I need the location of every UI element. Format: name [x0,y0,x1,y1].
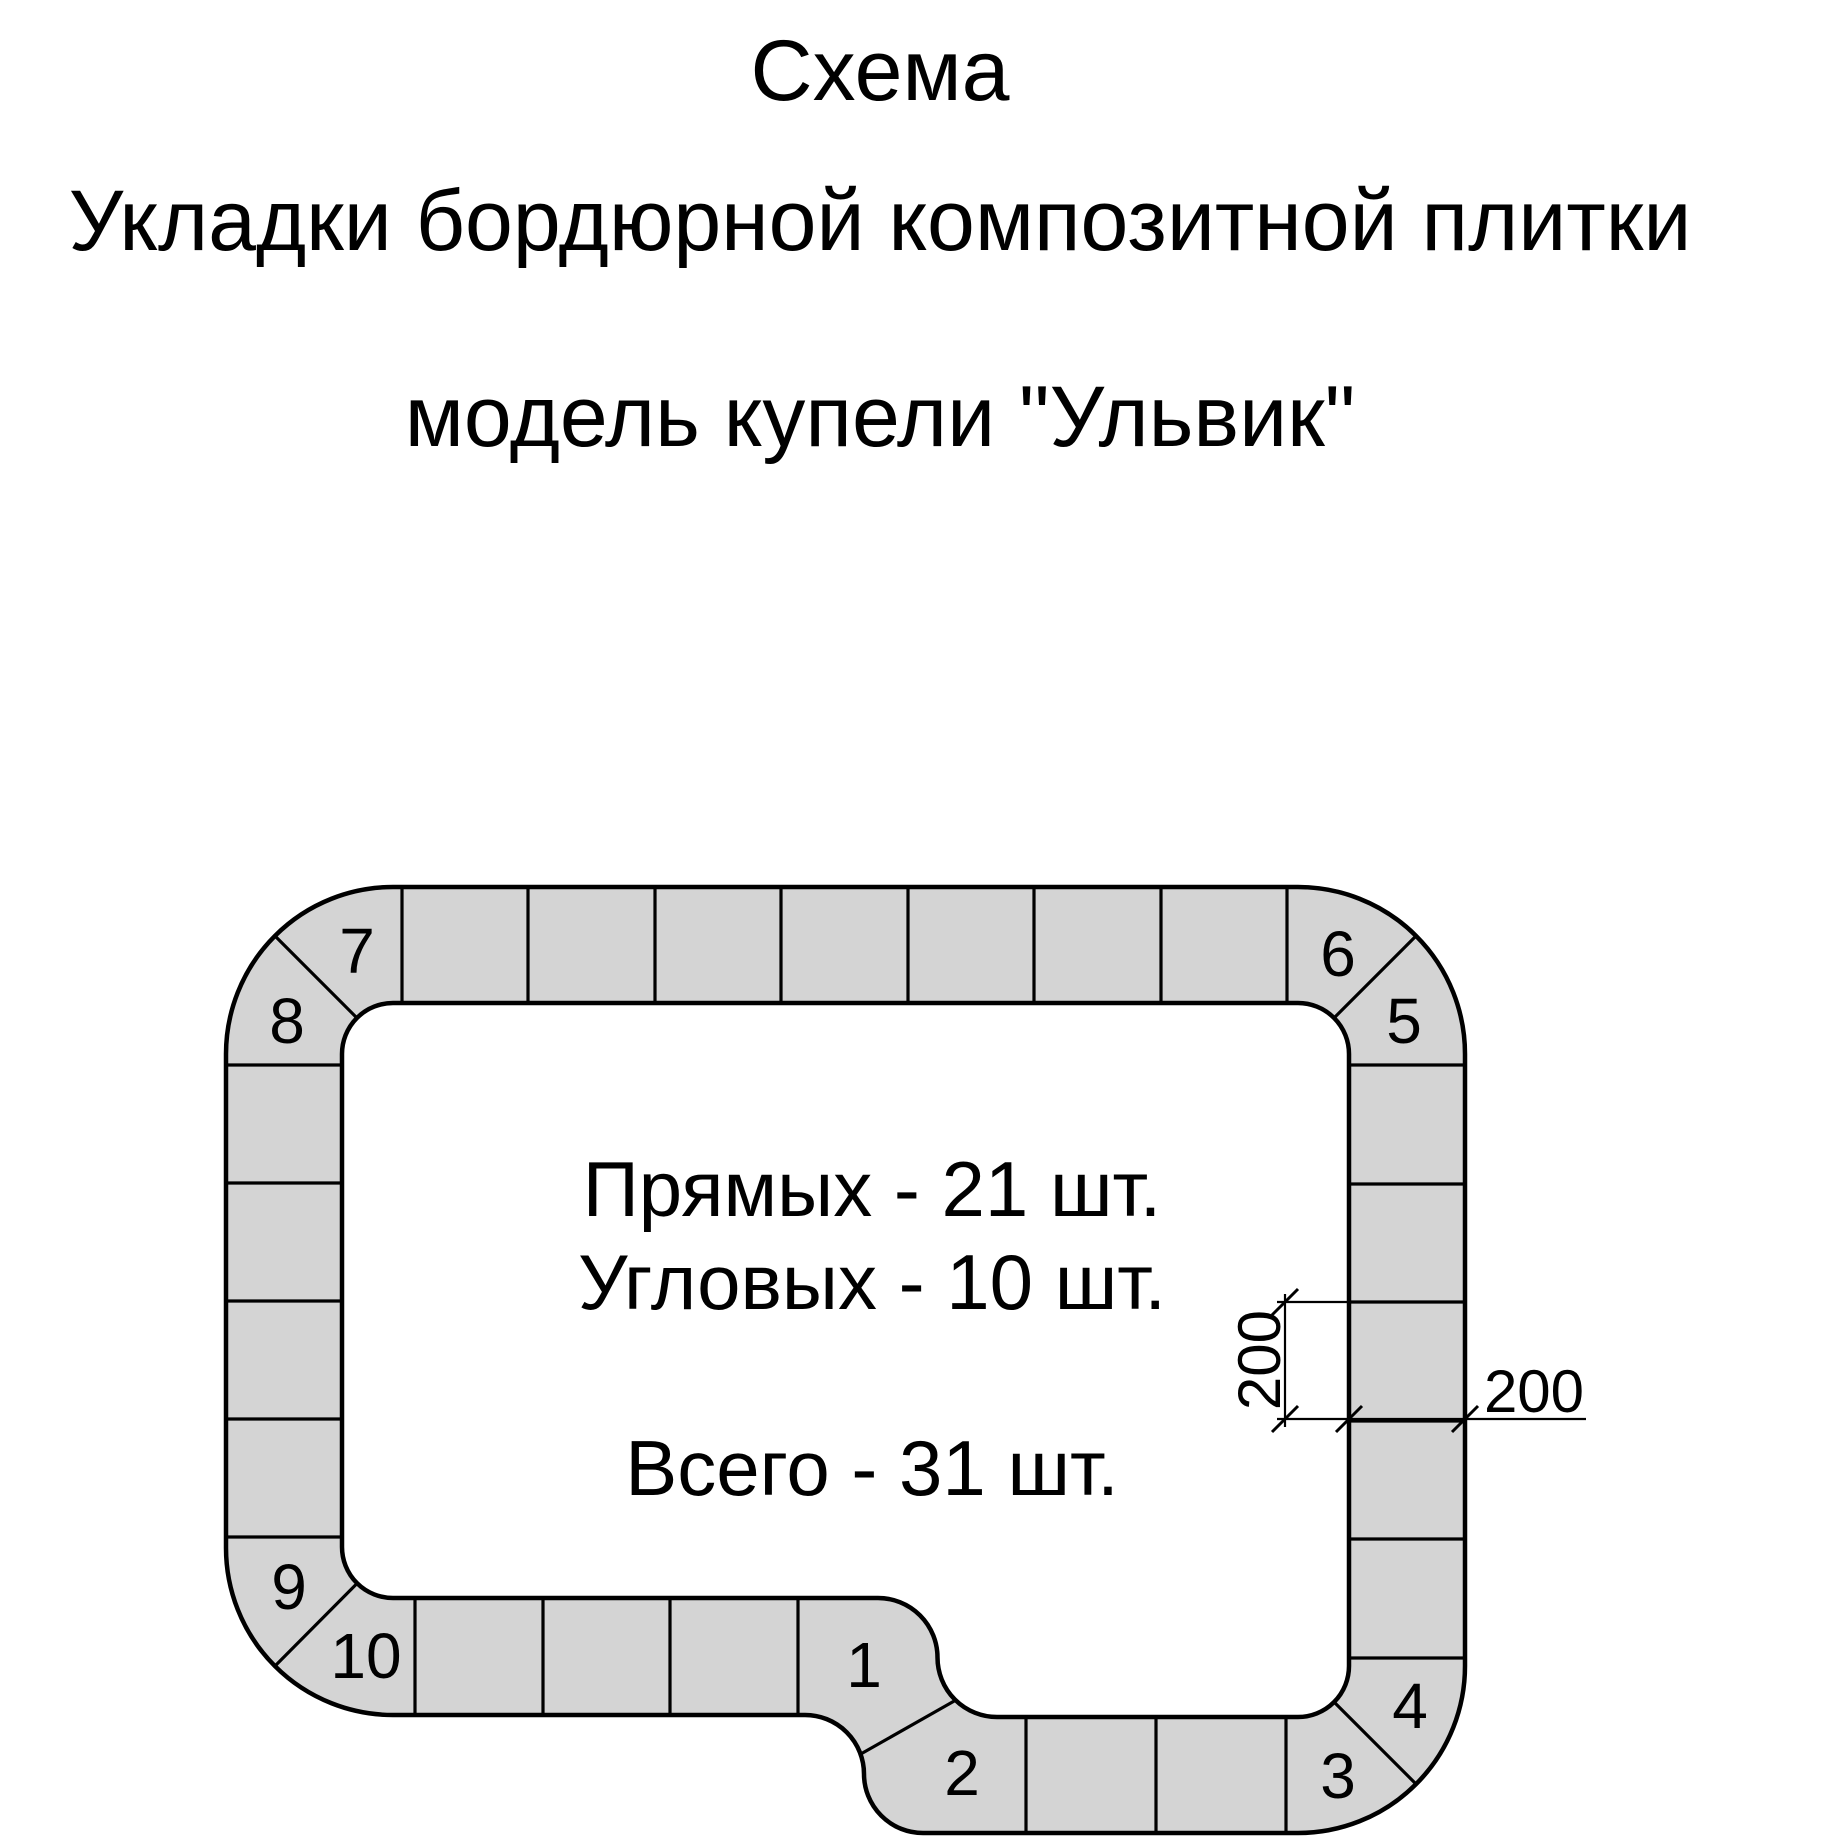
corner-tile-number-10: 10 [330,1620,402,1692]
corner-tile-number-4: 4 [1392,1670,1428,1742]
corner-tile-number-7: 7 [339,915,375,987]
corner-tile-number-3: 3 [1320,1740,1356,1812]
dimension-label-tile-length: 200 [1226,1309,1293,1411]
summary-corner-count: Угловых - 10 шт. [577,1238,1167,1326]
dimension-tile-length [1226,1289,1349,1432]
diagram-model-name: модель купели "Ульвик" [404,369,1356,465]
dimension-label-tile-depth: 200 [1483,1358,1585,1425]
corner-tile-number-9: 9 [271,1551,307,1623]
corner-tile-number-5: 5 [1386,985,1422,1057]
summary-total-count: Всего - 31 шт. [625,1424,1119,1512]
diagram-subtitle: Укладки бордюрной композитной плитки [68,173,1692,269]
corner-tile-number-1: 1 [846,1629,882,1701]
corner-tile-number-8: 8 [269,985,305,1057]
corner-tile-number-6: 6 [1320,918,1356,990]
corner-tile-number-2: 2 [944,1737,980,1809]
summary-straight-count: Прямых - 21 шт. [582,1145,1162,1233]
diagram-title: Схема [750,23,1010,119]
